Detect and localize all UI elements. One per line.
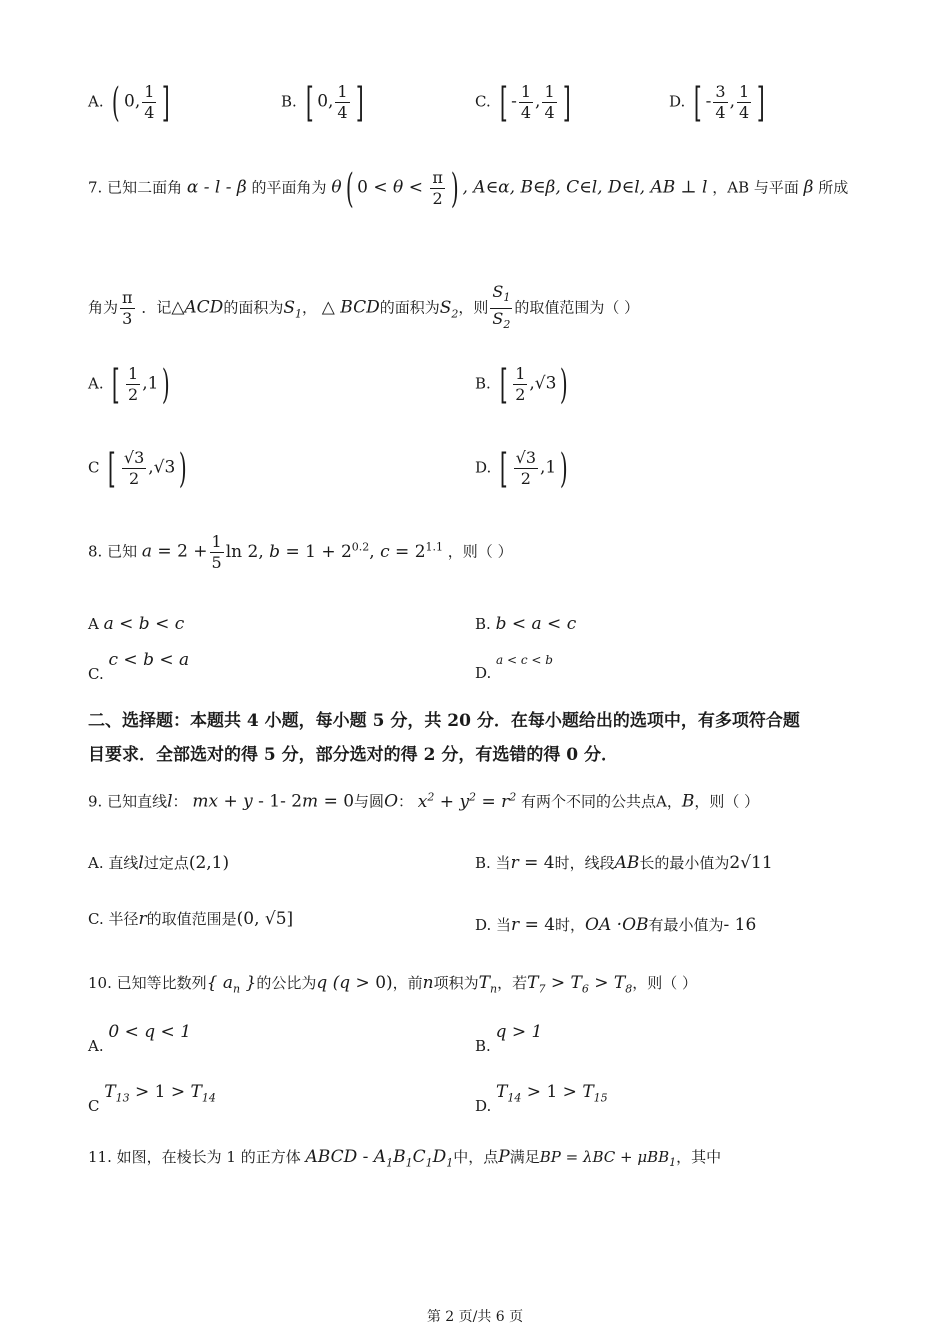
math: ln 2, $b = 1 + 2^{0.2}$, $c = 2^{1.1}$ bbox=[225, 539, 444, 562]
bracket: ] bbox=[562, 79, 571, 126]
text: ， bbox=[302, 298, 318, 317]
q10-stem bbox=[88, 972, 864, 995]
bracket: ( bbox=[345, 165, 354, 212]
math: ABCD - $A_1B_1C_1D_1$ bbox=[305, 1147, 454, 1170]
math: 0 < θ < bbox=[357, 177, 429, 198]
bracket: ] bbox=[757, 79, 765, 126]
math: q (q > 0) bbox=[316, 973, 393, 993]
option-label: A. 直线 bbox=[88, 854, 139, 872]
option-label: D. bbox=[475, 664, 492, 682]
text: 的公比为 bbox=[256, 974, 317, 992]
text: 时，线段 bbox=[554, 854, 615, 872]
math: BP = λBC + μBB$_1$ bbox=[539, 1148, 677, 1169]
math: r bbox=[138, 909, 147, 929]
text: ，其中 bbox=[676, 1148, 722, 1166]
q8-stem: 8. 已知 a = 2 + $\frac{1}{5}$ ln 2, $b = 1 + 2^{0.2}$, $c = 2^{1.1}$ ，则（ ） bbox=[88, 532, 513, 572]
math: $x^2 + y^2 = r^2$ bbox=[417, 790, 517, 812]
math: $S_2$ bbox=[439, 297, 459, 321]
q9-option-a[interactable] bbox=[88, 852, 229, 873]
math: $S_1$ bbox=[283, 297, 302, 321]
math: , A∈α, B∈β, C∈l, D∈l, AB ⊥ l bbox=[462, 177, 708, 198]
math: α - l - β bbox=[186, 177, 247, 198]
heading-line: 目要求．全部选对的得 5 分，部分选对的得 2 分，有选错的得 0 分． bbox=[88, 745, 618, 765]
option-expr: c < b < a bbox=[108, 650, 190, 670]
q11-stem bbox=[88, 1146, 864, 1169]
text: 的平面角为 bbox=[251, 178, 327, 197]
text: 时， bbox=[555, 916, 586, 934]
option-label: A. bbox=[88, 374, 104, 393]
text: ，AB 与平面 bbox=[712, 178, 799, 197]
option-label: C. 半径 bbox=[88, 910, 139, 928]
bracket: ( bbox=[112, 79, 121, 126]
text: 项积为 bbox=[433, 974, 479, 992]
option-label: A bbox=[88, 615, 99, 633]
q7-number: 7. 已知二面角 bbox=[88, 178, 183, 197]
option-label: D. bbox=[475, 458, 492, 477]
q6-option-d[interactable]: D. [ - $\frac{3}{4}$ , $\frac{1}{4}$ ] bbox=[669, 79, 765, 126]
text: ： bbox=[398, 792, 414, 811]
option-label: B. bbox=[281, 92, 297, 111]
text: 与圆 bbox=[354, 792, 385, 811]
math: B bbox=[681, 791, 695, 812]
text: 有两个不同的公共点 bbox=[521, 792, 657, 811]
math: P bbox=[498, 1147, 510, 1167]
q8-option-d[interactable] bbox=[475, 650, 553, 682]
option-label: B. 当 bbox=[475, 854, 511, 872]
q7-option-a[interactable]: A. [ $\frac{1}{2}$ ,1) bbox=[88, 361, 171, 408]
math: { $a_n$ } bbox=[206, 973, 257, 996]
text: ．记 bbox=[141, 298, 172, 317]
option-label: B. bbox=[475, 615, 491, 633]
bracket: [ bbox=[693, 79, 702, 126]
q6-option-a[interactable]: A. ( 0, $\frac{1}{4}$ ] bbox=[88, 79, 171, 126]
text: ，若 bbox=[497, 974, 528, 992]
q7-option-d[interactable]: D. [ $\frac{√3}{2}$ ,1) bbox=[475, 445, 568, 492]
math: β bbox=[803, 177, 814, 198]
section2-heading bbox=[88, 704, 864, 772]
math: l bbox=[167, 791, 173, 812]
page-footer: 第 2 页/共 6 页 bbox=[426, 1309, 524, 1325]
option-label: B. bbox=[475, 374, 491, 393]
option-label: C. bbox=[88, 665, 104, 683]
q10-option-a[interactable] bbox=[88, 1022, 192, 1055]
math: a = 2 + bbox=[141, 541, 208, 562]
math: r = 4 bbox=[511, 915, 556, 935]
option-label: D. bbox=[669, 92, 686, 111]
q7-stem-line2: 角为 $\frac{\pi}{3}$ ．记△ACD的面积为$S_1$， △ BCD的面积为$S_2$，则 $\frac{S_1}{S_2}$ 的取值范围为（ ） bbox=[88, 282, 640, 332]
text: 所成 bbox=[818, 178, 849, 197]
text: ： bbox=[172, 792, 188, 811]
text: 满足 bbox=[509, 1148, 540, 1166]
text: 长的最小值为 bbox=[639, 854, 730, 872]
q9-option-c[interactable] bbox=[88, 908, 293, 929]
q8-option-b[interactable] bbox=[475, 614, 576, 634]
math: 2√11 bbox=[729, 853, 773, 873]
math: △ACD bbox=[171, 297, 224, 318]
option-expr: q > 1 bbox=[495, 1022, 543, 1042]
text: ，则（ ） bbox=[632, 974, 697, 992]
q11-number: 11. 如图，在棱长为 1 的正方体 bbox=[88, 1148, 301, 1166]
text: 过定点 bbox=[143, 854, 189, 872]
option-expr: a < c < b bbox=[496, 653, 553, 667]
text: ，前 bbox=[392, 974, 423, 992]
option-expr: b < a < c bbox=[495, 614, 577, 634]
q8-option-c[interactable] bbox=[88, 650, 190, 683]
text: 中，点 bbox=[453, 1148, 499, 1166]
option-label: D. bbox=[475, 1097, 492, 1115]
text: ，则（ ） bbox=[447, 542, 513, 561]
value: - 16 bbox=[723, 915, 757, 935]
text: 的面积为 bbox=[223, 298, 284, 317]
q8-number: 8. 已知 bbox=[88, 542, 138, 561]
math: θ bbox=[331, 177, 342, 198]
math: O bbox=[384, 791, 398, 812]
option-expr: 0 < q < 1 bbox=[108, 1022, 192, 1042]
text: 的取值范围是 bbox=[146, 910, 237, 928]
option-expr: a < b < c bbox=[103, 614, 185, 634]
math: OA ·OB bbox=[585, 915, 649, 935]
q7-option-c[interactable]: C [ $\frac{√3}{2}$ ,√3) bbox=[88, 445, 188, 492]
q7-stem-line1: 7. 已知二面角 α - l - β 的平面角为 θ( 0 < θ < $\frac{\pi}{2}$ ) , A∈α, B∈β, C∈l, D∈l, AB ⊥ l ，AB 与平面 β 所成 bbox=[88, 165, 849, 212]
option-label: A. bbox=[88, 92, 104, 111]
math: mx + y - 1- 2m = 0 bbox=[192, 791, 355, 812]
q10-number: 10. 已知等比数列 bbox=[88, 974, 207, 992]
text: 角为 bbox=[88, 298, 119, 317]
bracket: [ bbox=[305, 79, 314, 126]
option-expr: $T_{14} > 1 > T_{15}$ bbox=[496, 1082, 608, 1105]
q9-number: 9. 已知直线 bbox=[88, 792, 168, 811]
math: (0, √5] bbox=[236, 909, 294, 929]
q10-option-c[interactable] bbox=[88, 1082, 216, 1115]
option-label: C. bbox=[475, 92, 491, 111]
q6-option-c[interactable]: C. [ - $\frac{1}{4}$ , $\frac{1}{4}$ ] bbox=[475, 79, 571, 126]
option-label: D. 当 bbox=[475, 916, 512, 934]
math: AB bbox=[614, 853, 640, 873]
math: △ BCD bbox=[321, 297, 380, 318]
heading-line: 二、选择题：本题共 4 小题，每小题 5 分，共 20 分．在每小题给出的选项中，有多项符合题 bbox=[88, 711, 800, 731]
math: A bbox=[656, 792, 667, 811]
q6-option-b[interactable]: B. [ 0, $\frac{1}{4}$ ] bbox=[281, 79, 364, 126]
math: $T_7 > T_6 > T_8$ bbox=[527, 973, 633, 996]
q10-option-d[interactable] bbox=[475, 1082, 608, 1115]
option-label: A. bbox=[88, 1037, 104, 1055]
q9-stem bbox=[88, 790, 864, 812]
bracket: [ bbox=[499, 79, 508, 126]
math: r = 4 bbox=[510, 853, 555, 873]
math: $T_n$ bbox=[478, 973, 498, 996]
option-label: C bbox=[88, 1097, 100, 1115]
text: ， bbox=[666, 792, 682, 811]
option-expr: $T_{13} > 1 > T_{14}$ bbox=[104, 1082, 216, 1105]
text: 的取值范围为（ ） bbox=[514, 298, 640, 317]
q10-option-b[interactable] bbox=[475, 1022, 543, 1055]
point: (2,1) bbox=[188, 853, 230, 873]
math: n bbox=[422, 973, 434, 993]
text: ，则（ ） bbox=[694, 792, 760, 811]
bracket: ) bbox=[450, 165, 459, 212]
q8-option-a[interactable] bbox=[88, 614, 184, 634]
text: ，则 bbox=[458, 298, 489, 317]
q7-option-b[interactable]: B. [ $\frac{1}{2}$ ,√3) bbox=[475, 361, 569, 408]
q9-option-d[interactable] bbox=[475, 914, 756, 935]
option-label: C bbox=[88, 458, 100, 477]
option-label: B. bbox=[475, 1037, 491, 1055]
text: 的面积为 bbox=[379, 298, 440, 317]
math: l bbox=[138, 853, 144, 873]
bracket: ] bbox=[355, 79, 364, 126]
bracket: ] bbox=[162, 79, 171, 126]
text: 有最小值为 bbox=[648, 916, 724, 934]
q9-option-b[interactable] bbox=[475, 852, 773, 873]
